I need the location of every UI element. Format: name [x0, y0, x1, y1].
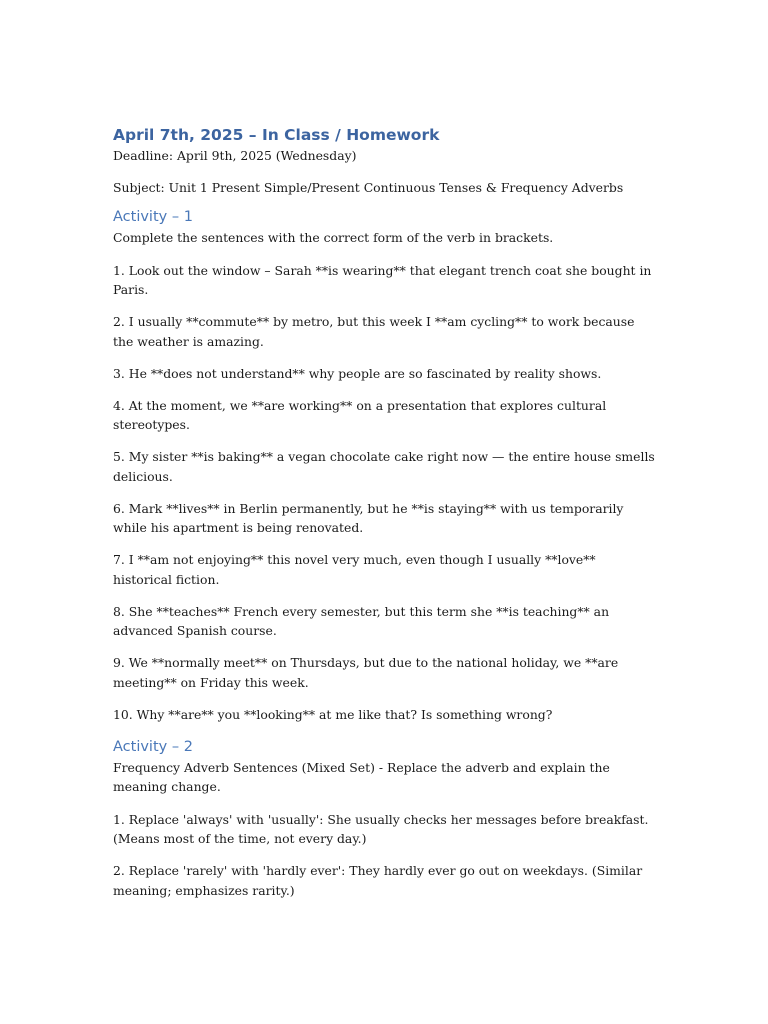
activity-1-item: 10. Why **are** you **looking** at me like that? Is something wrong? — [113, 706, 553, 722]
activity-1-item: 9. We **normally meet** on Thursdays, but due to the national holiday, we **are meeting** on Friday this week. — [113, 655, 619, 690]
activity-1-item: 5. My sister **is baking** a vegan chocolate cake right now — the entire house smells delicious. — [113, 449, 655, 484]
activity-2-item: 1. Replace 'always' with 'usually': She usually checks her messages before breakfast. (Means most of the time, not every day.) — [113, 811, 649, 846]
activity-1-instruction: Complete the sentences with the correct form of the verb in brackets. — [113, 230, 554, 245]
activity-2-heading: Activity – 2 — [113, 738, 193, 755]
document-title: April 7th, 2025 – In Class / Homework — [113, 126, 440, 144]
activity-1-item: 1. Look out the window – Sarah **is wearing** that elegant trench coat she bought in Paris. — [113, 262, 652, 297]
activity-1-item: 2. I usually **commute** by metro, but this week I **am cycling** to work because the weather is amazing. — [113, 314, 635, 349]
activity-1-heading: Activity – 1 — [113, 209, 193, 225]
activity-1-item: 3. He **does not understand** why people are so fascinated by reality shows. — [113, 365, 602, 381]
activity-1-item: 8. She **teaches** French every semester, but this term she **is teaching** an advanced Spanish course. — [113, 603, 610, 638]
activity-1-item: 7. I **am not enjoying** this novel very much, even though I usually **love** historical fiction. — [113, 552, 596, 587]
subject-text: Subject: Unit 1 Present Simple/Present Continuous Tenses & Frequency Adverbs — [113, 179, 624, 195]
activity-2-instruction: Frequency Adverb Sentences (Mixed Set) - Replace the adverb and explain the meaning change. — [113, 759, 610, 794]
document-page — [113, 124, 658, 913]
activity-1-item: 4. At the moment, we **are working** on a presentation that explores cultural stereotypes. — [113, 397, 607, 432]
deadline-text: Deadline: April 9th, 2025 (Wednesday) — [113, 148, 357, 163]
activity-2-item: 2. Replace 'rarely' with 'hardly ever': They hardly ever go out on weekdays. (Similar meaning; emphasizes rarity.) — [113, 863, 643, 898]
activity-1-item: 6. Mark **lives** in Berlin permanently, but he **is staying** with us temporarily while his apartment is being renovated. — [113, 500, 624, 535]
